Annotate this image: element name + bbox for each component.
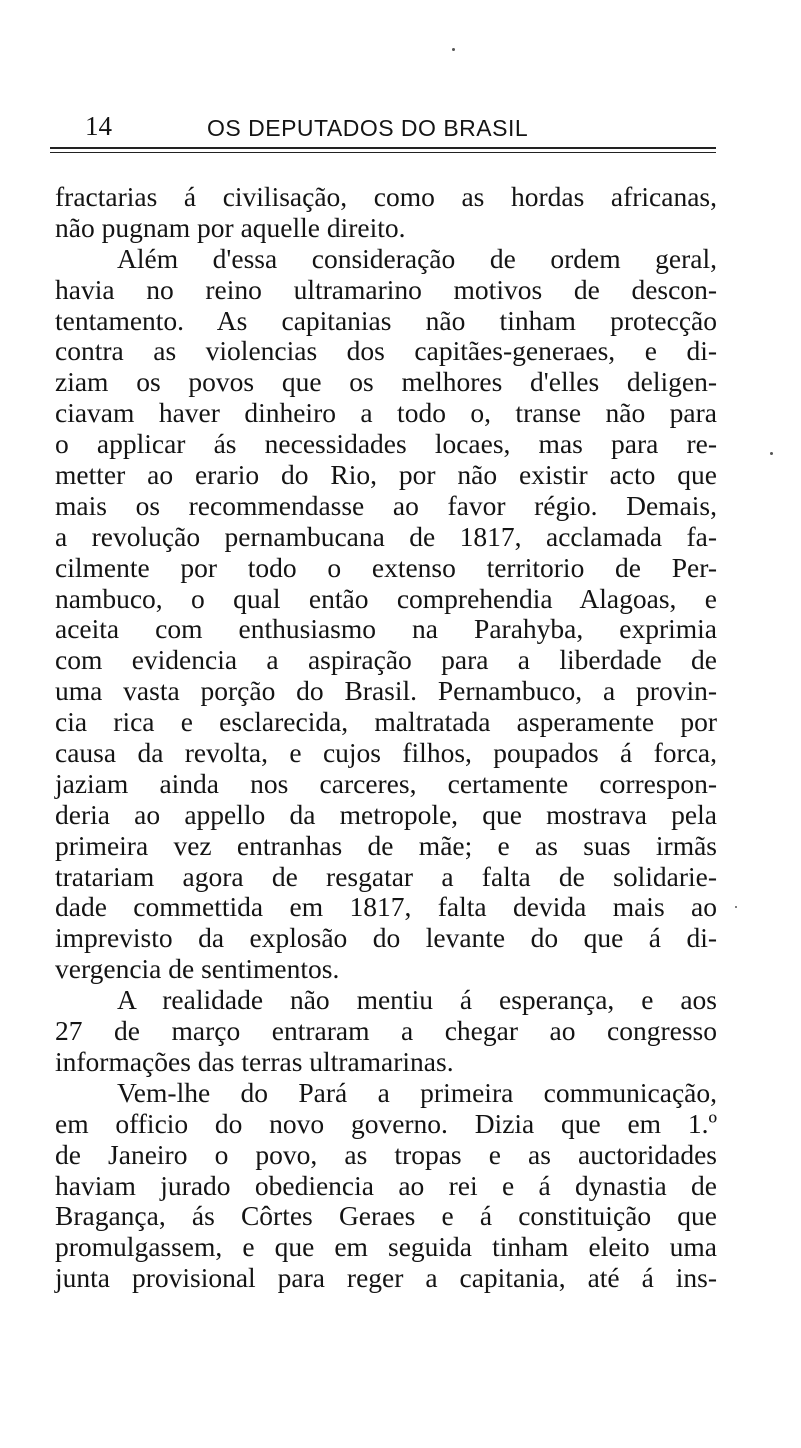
text-line: ziam os povos que os melhores d'elles deligen- — [55, 366, 717, 398]
text-line: a revolução pernambucana de 1817, acclamada fa- — [55, 520, 717, 552]
text-line: causa da revolta, e cujos filhos, poupados á forca, — [55, 737, 717, 769]
text-line: não pugnam por aquelle direito. — [55, 211, 406, 243]
running-title: OS DEPUTADOS DO BRASIL — [207, 115, 529, 141]
text-line: nambuco, o qual então comprehendia Alagoas, e — [55, 582, 717, 614]
text-line: cia rica e esclarecida, maltratada asperamente por — [55, 706, 717, 738]
text-line: informações das terras ultramarinas. — [55, 1045, 454, 1077]
text-line: mais os recommendasse ao favor régio. Demais, — [55, 489, 717, 521]
text-line: contra as violencias dos capitães-generaes, e di- — [55, 335, 717, 367]
text-line: aceita com enthusiasmo na Parahyba, exprimia — [55, 613, 717, 645]
text-line: de Janeiro o povo, as tropas e as auctoridades — [55, 1138, 717, 1170]
page-number: 14 — [85, 111, 112, 141]
text-line: vergencia de sentimentos. — [55, 953, 340, 985]
text-line: ciavam haver dinheiro a todo o, transe não para — [55, 397, 717, 429]
text-line: tratariam agora de resgatar a falta de solidarie- — [55, 860, 717, 892]
text-line: o applicar ás necessidades locaes, mas para re- — [55, 428, 717, 460]
text-line: uma vasta porção do Brasil. Pernambuco, a provin- — [55, 675, 717, 707]
text-line: A realidade não mentiu á esperança, e aos — [117, 984, 717, 1016]
text-line: 27 de março entraram a chegar ao congresso — [55, 1015, 717, 1047]
text-line: imprevisto da explosão do levante do que á di- — [55, 922, 717, 954]
text-line: Vem-lhe do Pará a primeira communicação, — [117, 1076, 717, 1108]
header-rule-thin — [50, 152, 716, 153]
text-line: Bragança, ás Côrtes Geraes e á constituição que — [55, 1200, 717, 1232]
text-line: haviam jurado obediencia ao rei e á dynastia de — [55, 1169, 717, 1201]
paper-speck — [770, 452, 773, 455]
text-line: tentamento. As capitanias não tinham protecção — [55, 304, 717, 336]
text-line: promulgassem, e que em seguida tinham eleito uma — [55, 1231, 717, 1263]
text-line: com evidencia a aspiração para a liberdade de — [55, 644, 717, 676]
text-line: fractarias á civilisação, como as hordas africanas, — [55, 181, 717, 212]
header-rule-thick — [50, 147, 716, 149]
text-line: em officio do novo governo. Dizia que em 1.º — [55, 1107, 717, 1139]
text-line: junta provisional para reger a capitania, até á ins- — [55, 1262, 717, 1294]
text-line: cilmente por todo o extenso territorio de Per- — [55, 551, 717, 583]
text-line: primeira vez entranhas de mãe; e as suas irmãs — [55, 829, 717, 861]
text-line: Além d'essa consideração de ordem geral, — [117, 242, 717, 274]
text-line: deria ao appello da metropole, que mostrava pela — [55, 798, 717, 830]
paper-speck — [735, 906, 737, 908]
paper-speck — [452, 48, 455, 51]
text-line: dade commettida em 1817, falta devida mais ao — [55, 891, 717, 923]
page-header — [55, 108, 715, 144]
text-line: jaziam ainda nos carceres, certamente correspon- — [55, 767, 717, 799]
text-line: havia no reino ultramarino motivos de descon- — [55, 273, 717, 305]
body-text — [55, 182, 717, 1294]
text-line: metter ao erario do Rio, por não existir acto que — [55, 459, 717, 491]
